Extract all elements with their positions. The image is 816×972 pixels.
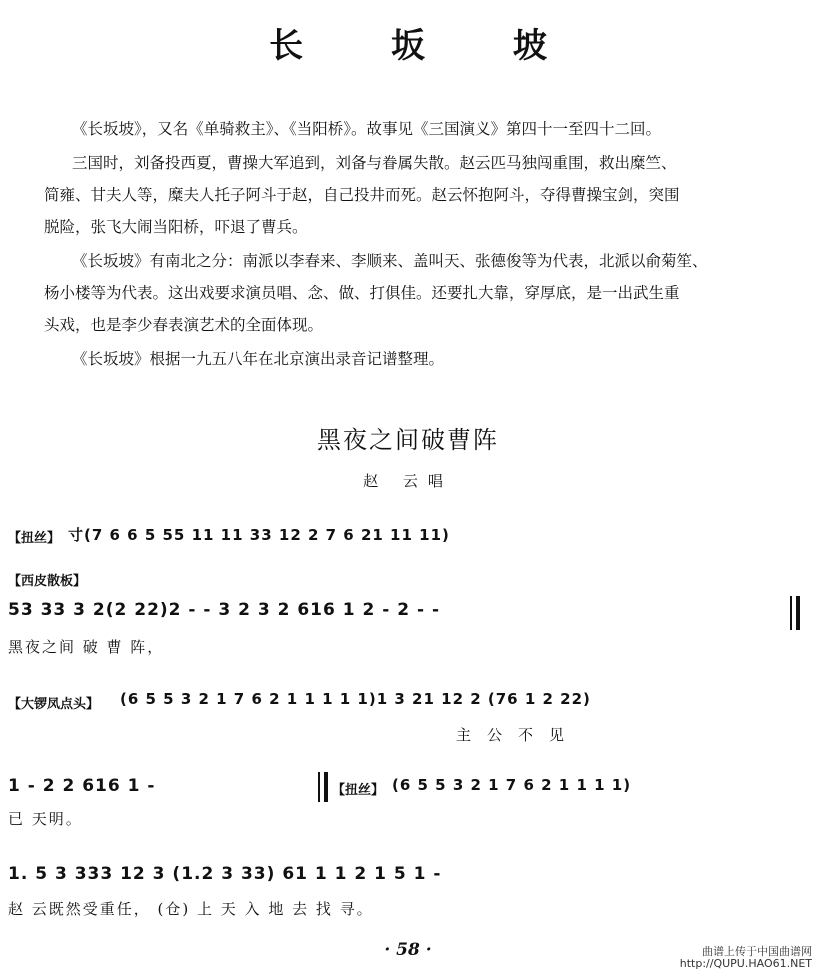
song-title: 黑夜之间破曹阵: [317, 426, 499, 454]
score-line-4-notes: 1 - 2 2 616 1 -: [8, 776, 156, 796]
intro-line-2: 三国时，刘备投西夏，曹操大军追到，刘备与眷属失散。赵云匹马独闯重围，救出糜竺、: [72, 154, 677, 172]
watermark-line-2: http://QUPU.HAO61.NET: [679, 957, 812, 970]
double-barline: [790, 596, 792, 630]
score-tag-niusi-2: 【扭丝】: [332, 783, 385, 798]
score-line-4-lyrics: 已 天明。: [8, 810, 83, 828]
intro-line-6: 杨小楼等为代表。这出戏要求演员唱、念、做、打俱佳。还要扎大靠，穿厚底，是一出武生重: [44, 284, 680, 302]
intro-line-7: 头戏，也是李少春表演艺术的全面体现。: [44, 316, 324, 334]
intro-line-8: 《长坂坡》根据一九五八年在北京演出录音记谱整理。: [72, 350, 445, 368]
double-barline-thick: [796, 596, 800, 630]
score-line-5-notes: 1. 5 3 333 12 3 (1.2 3 33) 61 1 1 2 1 5 1 -: [8, 864, 442, 884]
score-line-5-lyrics: 赵 云既然受重任， (仓) 上 天 入 地 去 找 寻。: [8, 900, 374, 918]
page-title: 长 坂 坡: [269, 26, 585, 66]
double-barline-2: [318, 772, 320, 802]
score-line-3-lyrics: 主公不见: [456, 726, 581, 744]
intro-line-3: 简雍、甘夫人等，糜夫人托子阿斗于赵，自己投井而死。赵云怀抱阿斗，夺得曹操宝剑，突围: [44, 186, 680, 204]
intro-line-4: 脱险，张飞大闹当阳桥，吓退了曹兵。: [44, 218, 308, 236]
watermark: [680, 946, 812, 970]
score-tag-xipi-sanban: 【西皮散板】: [8, 574, 87, 589]
intro-line-5: 《长坂坡》有南北之分：南派以李春来、李顺来、盖叫天、张德俊等为代表，北派以俞菊笙、: [72, 252, 708, 270]
song-singer: 赵 云唱: [363, 472, 453, 490]
score-tag-daluo-fengdiantou: 【大锣凤点头】: [8, 697, 100, 712]
page-number: · 58 ·: [384, 940, 432, 960]
double-barline-2-thick: [324, 772, 328, 802]
score-line-2-notes: 53 33 3 2(2 22)2 - - 3 2 3 2 616 1 2 - 2 - -: [8, 600, 441, 620]
watermark-line-1: 曲谱上传于中国曲谱网: [702, 945, 812, 958]
intro-line-1: 《长坂坡》，又名《单骑救主》、《当阳桥》。故事见《三国演义》第四十一至四十二回。: [72, 120, 662, 138]
score-line-2-lyrics: 黑夜之间 破 曹 阵，: [8, 638, 165, 656]
score-line-4-notes-b: (6 5 5 3 2 1 7 6 2 1 1 1 1): [392, 776, 632, 794]
score-line-3-notes: (6 5 5 3 2 1 7 6 2 1 1 1 1 1)1 3 21 12 2 (76 1 2 22): [120, 690, 591, 708]
score-tag-niusi: 【扭丝】: [8, 531, 61, 546]
score-line-1-notes: 寸(7 6 6 5 55 11 11 33 12 2 7 6 21 11 11): [68, 526, 450, 544]
